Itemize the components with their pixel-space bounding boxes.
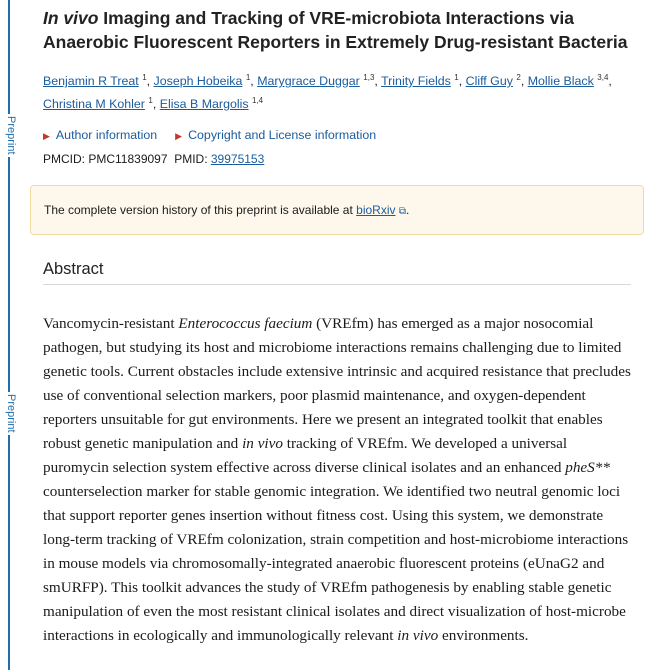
copyright-license-toggle[interactable]: ▶ Copyright and License information [175, 128, 377, 142]
preprint-label: Preprint [1, 114, 17, 157]
preprint-sidebar [0, 0, 18, 670]
author-list: Benjamin R Treat $^1$, Joseph Hobeika $^1$, Marygrace Duggar $^{1,3}$, Trinity Fields $^1$, Cliff Guy $^2$, Mollie Black $^{3,4}$, Christina M Kohler $^1$, Elisa B Margolis $^{1,4}$ [43, 73, 612, 112]
author-aff: 1,3 [363, 73, 375, 82]
author-aff: 3,4 [597, 73, 609, 82]
author-aff: 1,4 [252, 96, 264, 106]
article-title: In vivo Imaging and Tracking of VRE-microbiota Interactions via Anaerobic Fluorescent Reporters in Extremely Drug-resistant Bacteria [43, 8, 628, 52]
pmcid-value: PMC11839097 [88, 152, 168, 166]
author-link[interactable]: Trinity Fields [381, 74, 451, 89]
pmid-label: PMID: [174, 152, 208, 166]
author-aff: 1 [142, 73, 147, 82]
preprint-label: Preprint [1, 392, 17, 435]
pmid-link[interactable]: 39975153 [210, 152, 265, 166]
author-aff: 1 [245, 73, 251, 82]
author-information-toggle[interactable]: ▶ Author information [43, 128, 158, 142]
version-history-notice: The complete version history of this preprint is available at bioRxiv ⧉. [30, 185, 644, 235]
info-links [43, 128, 376, 142]
author-link[interactable]: Christina M Kohler [43, 97, 145, 112]
author-aff: 1 [148, 96, 153, 106]
author-link[interactable]: Elisa B Margolis [159, 97, 249, 112]
author-link[interactable]: Cliff Guy [465, 74, 513, 89]
author-link[interactable]: Marygrace Duggar [257, 74, 360, 89]
author-link[interactable]: Benjamin R Treat [43, 74, 139, 89]
biorxiv-link[interactable]: bioRxiv [356, 203, 396, 217]
triangle-right-icon: ▶ [43, 131, 50, 141]
abstract-heading: Abstract [43, 260, 631, 285]
author-link[interactable]: Joseph Hobeika [153, 74, 243, 89]
article-ids [43, 152, 264, 166]
author-aff: 1 [454, 73, 459, 82]
triangle-right-icon: ▶ [175, 131, 183, 141]
sidebar-line [8, 0, 10, 670]
author-aff: 2 [516, 73, 521, 82]
external-link-icon: ⧉ [398, 206, 406, 217]
notice-text: The complete version history of this preprint is available at [44, 203, 357, 217]
pmcid-label: PMCID: [43, 152, 85, 166]
abstract-text: Vancomycin-resistant Enterococcus faecium (VREfm) has emerged as a major nosocomial pathogen, but studying its host and microbiome interactions remains challenging due to limited genetic tools. Current obstacles include extensive intrinsic and acquired resistance that precludes use of conventional selection markers, poor plasmid maintenance, and oxygen-dependent reporters unsuitable for gut environments. Here we present an integrated toolkit that enables robust genetic manipulation and in vivo tracking of VREfm. We developed a universal puromycin selection system effective across diverse clinical isolates and an enhanced pheS** counterselection marker for stable genomic integration. We identified two neutral genomic loci that support reporter genes insertion without fitness cost. Using this system, we demonstrate long-term tracking of VREfm colonization, strain competition and host-microbiome interactions in mouse models via chromosomally-integrated anaerobic fluorescent proteins (eUnaG2 and smURFP). This toolkit advances the study of VREfm pathogenesis by enabling stable genetic manipulation of even the most resistant clinical isolates and direct visualization of host-microbe interactions in ecologically and immunologically relevant in vivo environments. [43, 315, 631, 644]
author-link[interactable]: Mollie Black [527, 74, 594, 89]
